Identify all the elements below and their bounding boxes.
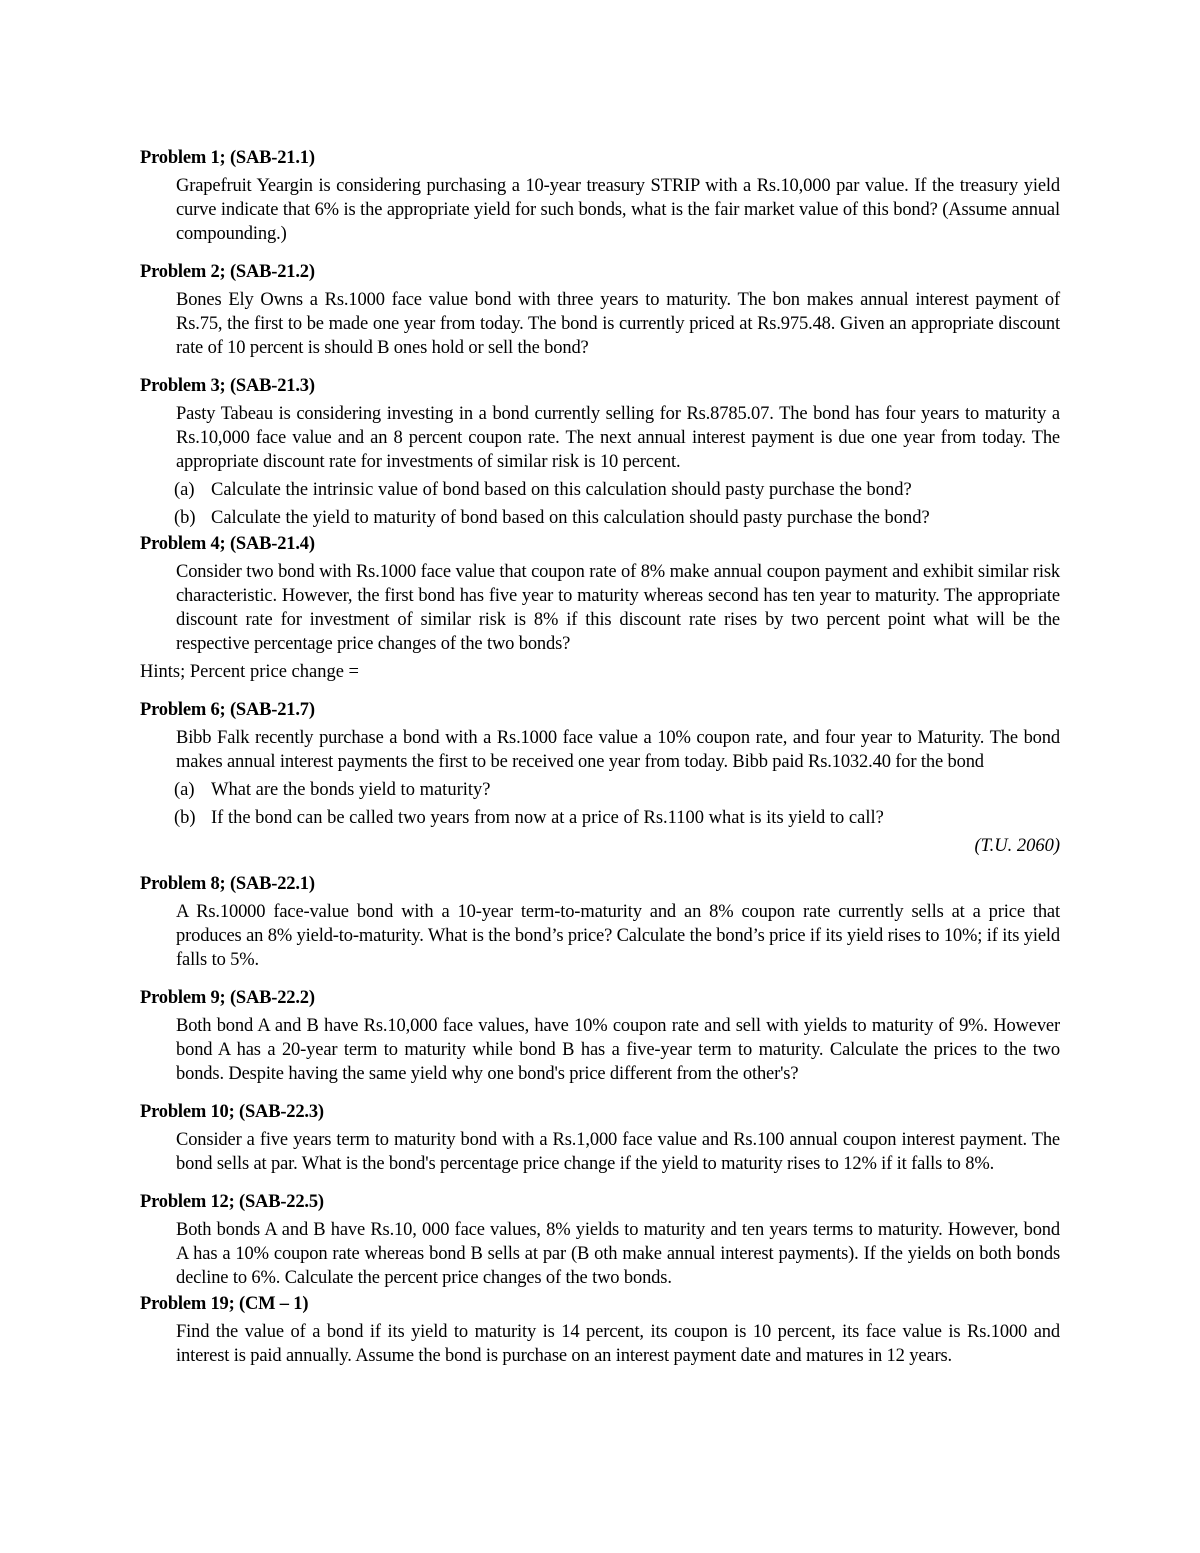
sub-question-text: If the bond can be called two years from now at a price of Rs.1100 what is its yield to call?	[211, 808, 884, 828]
problem-6	[140, 698, 1060, 858]
problem-title: Problem 6; (SAB-21.7)	[140, 700, 315, 720]
problem-text: Consider a five years term to maturity bond with a Rs.1,000 face value and Rs.100 annual coupon interest payment. The bond sells at par. What is the bond's percentage price change if the yield to maturity rises to 12% if it falls to 8%.	[176, 1130, 1060, 1174]
sub-question-label: (a)	[174, 480, 195, 500]
problem-10	[140, 1100, 1060, 1176]
problem-1	[140, 146, 1060, 246]
sub-question-a	[174, 478, 1060, 502]
sub-question-text: Calculate the intrinsic value of bond based on this calculation should pasty purchase the bond?	[211, 480, 912, 500]
problem-9	[140, 986, 1060, 1086]
problem-text: Find the value of a bond if its yield to maturity is 14 percent, its coupon is 10 percent, its face value is Rs.1000 and interest is paid annually. Assume the bond is purchase on an interest payment date and matures in 12 years.	[176, 1322, 1060, 1366]
problem-2	[140, 260, 1060, 360]
problem-title: Problem 2; (SAB-21.2)	[140, 262, 315, 282]
problem-4	[140, 532, 1060, 684]
sub-question-b	[174, 506, 1060, 530]
source-citation: (T.U. 2060)	[974, 836, 1060, 856]
problem-title: Problem 4; (SAB-21.4)	[140, 534, 315, 554]
problem-text: A Rs.10000 face-value bond with a 10-year term-to-maturity and an 8% coupon rate currently sells at a price that produces an 8% yield-to-maturity. What is the bond’s price? Calculate the bond’s price if its yield rises to 10%; if its yield falls to 5%.	[176, 902, 1060, 970]
problem-text: Pasty Tabeau is considering investing in a bond currently selling for Rs.8785.07. The bond has four years to maturity a Rs.10,000 face value and an 8 percent coupon rate. The next annual interest payment is due one year from today. The appropriate discount rate for investments of similar risk is 10 percent.	[176, 404, 1060, 472]
problem-title: Problem 10; (SAB-22.3)	[140, 1102, 324, 1122]
problem-text: Bibb Falk recently purchase a bond with a Rs.1000 face value a 10% coupon rate, and four year to Maturity. The bond makes annual interest payments the first to be received one year from today. Bibb paid Rs.1032.40 for the bond	[176, 728, 1060, 772]
problem-3	[140, 374, 1060, 530]
problem-title: Problem 3; (SAB-21.3)	[140, 376, 315, 396]
problem-text: Both bonds A and B have Rs.10, 000 face values, 8% yields to maturity and ten years terms to maturity. However, bond A has a 10% coupon rate whereas bond B sells at par (B oth make annual interest payments). If the yields on both bonds decline to 6%. Calculate the percent price changes of the two bonds.	[176, 1220, 1060, 1288]
problem-text: Grapefruit Yeargin is considering purchasing a 10-year treasury STRIP with a Rs.10,000 par value. If the treasury yield curve indicate that 6% is the appropriate yield for such bonds, what is the fair market value of this bond? (Assume annual compounding.)	[176, 176, 1060, 244]
problem-list	[140, 146, 1060, 1368]
problem-12	[140, 1190, 1060, 1290]
problem-text: Bones Ely Owns a Rs.1000 face value bond with three years to maturity. The bon makes annual interest payment of Rs.75, the first to be made one year from today. The bond is currently priced at Rs.975.48. Given an appropriate discount rate of 10 percent is should B ones hold or sell the bond?	[176, 290, 1060, 358]
sub-question-label: (a)	[174, 780, 195, 800]
sub-question-text: Calculate the yield to maturity of bond based on this calculation should pasty purchase the bond?	[211, 508, 930, 528]
problem-text: Consider two bond with Rs.1000 face value that coupon rate of 8% make annual coupon payment and exhibit similar risk characteristic. However, the first bond has five year to maturity whereas second has ten year to maturity. The appropriate discount rate for investment of similar risk is 8% if this discount rate rises by two percent point what will be the respective percentage price changes of the two bonds?	[176, 562, 1060, 654]
problem-title: Problem 1; (SAB-21.1)	[140, 148, 315, 168]
problem-title: Problem 9; (SAB-22.2)	[140, 988, 315, 1008]
problem-title: Problem 8; (SAB-22.1)	[140, 874, 315, 894]
problem-title: Problem 19; (CM – 1)	[140, 1294, 309, 1314]
sub-question-label: (b)	[174, 808, 196, 828]
problem-19	[140, 1292, 1060, 1368]
hint-text: Hints; Percent price change =	[140, 662, 359, 682]
problem-8	[140, 872, 1060, 972]
sub-question-text: What are the bonds yield to maturity?	[211, 780, 491, 800]
sub-question-a	[174, 778, 1060, 802]
problem-text: Both bond A and B have Rs.10,000 face values, have 10% coupon rate and sell with yields to maturity of 9%. However bond A has a 20-year term to maturity while bond B has a five-year term to maturity. Calculate the prices to the two bonds. Despite having the same yield why one bond's price different from the other's?	[176, 1016, 1060, 1084]
sub-question-b	[174, 806, 1060, 830]
sub-question-label: (b)	[174, 508, 196, 528]
problem-title: Problem 12; (SAB-22.5)	[140, 1192, 324, 1212]
